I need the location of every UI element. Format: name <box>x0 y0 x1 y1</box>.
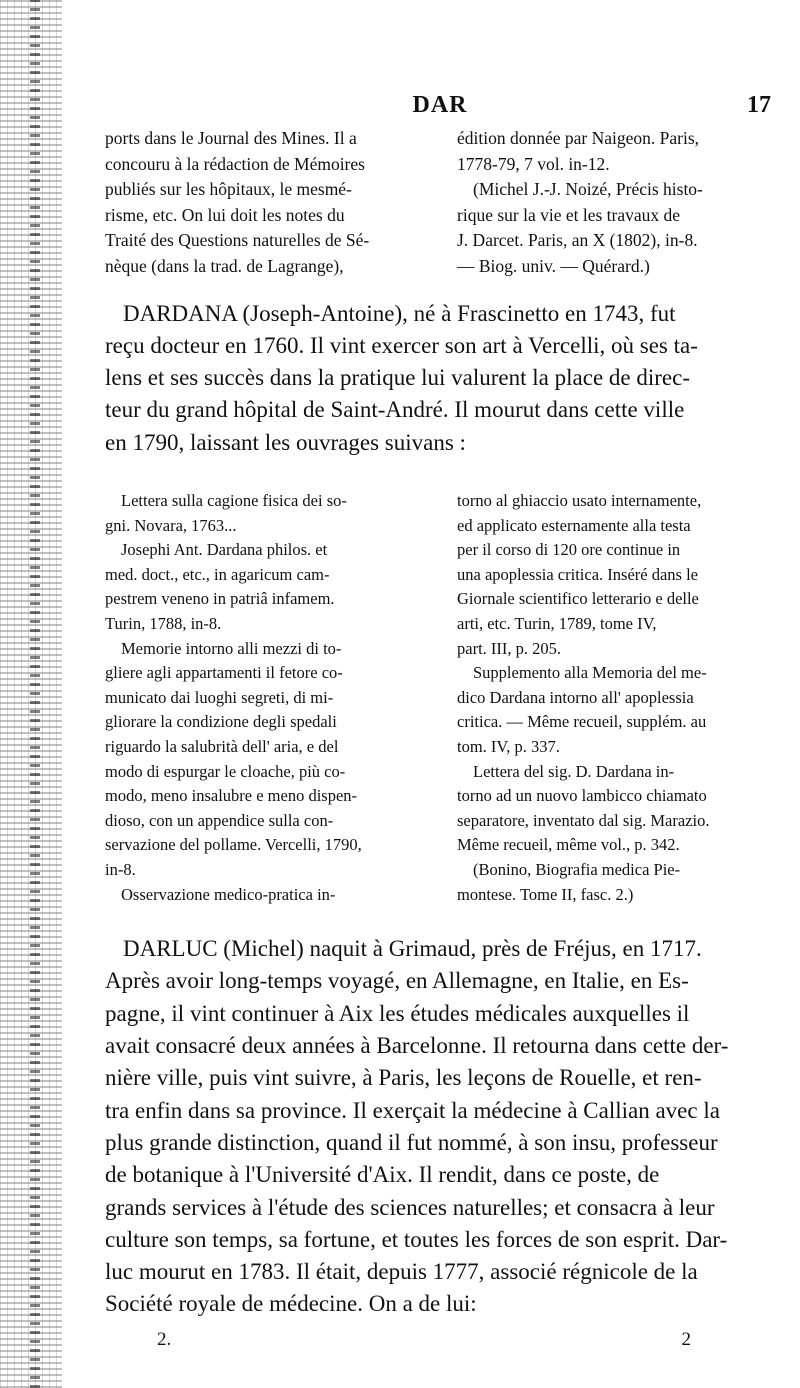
source-citation <box>457 858 775 907</box>
text-line: Josephi Ant. Dardana philos. et <box>121 540 328 560</box>
text-line: gliorare la condizione degli spedali <box>105 712 337 732</box>
text-line: riguardo la salubrità dell' aria, e del <box>105 736 339 756</box>
text-line: critica. — Même recueil, supplém. au <box>457 712 707 732</box>
text-line: tom. IV, p. 337. <box>457 736 560 756</box>
running-head <box>105 92 775 126</box>
entry-line: plus grande distinction, quand il fut nommé, à son insu, professeur <box>105 1129 718 1155</box>
works-right-column <box>457 489 775 907</box>
top-continuation <box>105 126 775 280</box>
text-line: — Biog. univ. — Quérard.) <box>457 255 650 276</box>
text-line: per il corso di 120 ore continue in <box>457 540 681 560</box>
text-line: Giornale scientifico letterario e delle <box>457 589 699 609</box>
text-line: Lettera del sig. D. Dardana in- <box>473 761 675 781</box>
text-line: Turin, 1788, in-8. <box>105 614 222 634</box>
text-line: modo, meno insalubre e meno dispen- <box>105 786 358 806</box>
text-line: torno ad un nuovo lambicco chiamato <box>457 786 707 806</box>
entry-line: avait consacré deux années à Barcelonne. Il retourna dans cette der- <box>105 1033 729 1059</box>
text-line: med. doct., etc., in agaricum cam- <box>105 564 330 584</box>
entry-line: tra enfin dans sa province. Il exerçait la médecine à Callian avec la <box>105 1097 720 1123</box>
text-line: ports dans le Journal des Mines. Il a <box>105 128 357 148</box>
text-line: municato dai luoghi segreti, di mi- <box>105 687 334 707</box>
text-line: servazione del pollame. Vercelli, 1790, <box>105 835 362 855</box>
works-list <box>105 489 775 907</box>
entry-dardana <box>105 298 775 459</box>
top-left-column <box>105 126 417 280</box>
entry-line: lens et ses succès dans la pratique lui valurent la place de direc- <box>105 365 690 391</box>
text-line: concouru à la rédaction de Mémoires <box>105 153 365 174</box>
text-line: montese. Tome II, fasc. 2.) <box>457 884 634 904</box>
text-line: separatore, inventato dal sig. Marazio. <box>457 810 710 830</box>
text-line: Même recueil, même vol., p. 342. <box>457 835 680 855</box>
entry-line: DARDANA (Joseph-Antoine), né à Frascinetto en 1743, fut <box>123 300 676 326</box>
text-line: (Michel J.-J. Noizé, Précis histo- <box>473 179 703 200</box>
entry-line: culture son temps, sa fortune, et toutes les forces de son esprit. Dar- <box>105 1226 728 1252</box>
text-line: Traité des Questions naturelles de Sé- <box>105 230 370 251</box>
entry-line: pagne, il vint continuer à Aix les études médicales auxquelles il <box>105 1000 690 1026</box>
text-line: publiés sur les hôpitaux, le mesmé- <box>105 179 352 200</box>
running-head-title: DAR <box>412 92 468 118</box>
works-left-column <box>105 489 417 907</box>
work-entry <box>457 661 775 759</box>
work-entry <box>105 637 417 883</box>
text-line: torno al ghiaccio usato internamente, <box>457 491 702 511</box>
entry-line: nière ville, puis vint suivre, à Paris, les leçons de Rouelle, et ren- <box>105 1065 702 1091</box>
entry-line: Après avoir long-temps voyagé, en Allemagne, en Italie, en Es- <box>105 968 689 994</box>
book-page <box>105 92 775 1359</box>
text-line: ed applicato esternamente alla testa <box>457 515 691 535</box>
work-entry <box>457 489 775 661</box>
text-line: dioso, con un appendice sulla con- <box>105 810 334 830</box>
work-entry <box>457 760 775 858</box>
entry-line: DARLUC (Michel) naquit à Grimaud, près de Fréjus, en 1717. <box>123 936 702 962</box>
text-line: nèque (dans la trad. de Lagrange), <box>105 255 344 276</box>
entry-line: luc mourut en 1783. Il était, depuis 1777, associé régnicole de la <box>105 1259 698 1285</box>
signature-mark-right: 2 <box>681 1328 691 1350</box>
entry-line: reçu docteur en 1760. Il vint exercer son art à Vercelli, où ses ta- <box>105 332 698 358</box>
text-line: édition donnée par Naigeon. Paris, <box>457 128 700 148</box>
work-entry <box>105 883 417 908</box>
top-right-column <box>457 126 775 280</box>
entry-line: en 1790, laissant les ouvrages suivans : <box>105 429 466 455</box>
text-line: Memorie intorno alli mezzi di to- <box>121 638 342 658</box>
text-line: in-8. <box>105 859 136 879</box>
signature-mark-left: 2. <box>157 1328 172 1350</box>
page-edge-scan-noise-dark <box>30 0 40 1388</box>
entry-line: de botanique à l'Université d'Aix. Il rendit, dans ce poste, de <box>105 1162 660 1188</box>
text-line: rique sur la vie et les travaux de <box>457 204 681 225</box>
text-line: pestrem veneno in patriâ infamem. <box>105 589 335 609</box>
entry-line: grands services à l'étude des sciences naturelles; et consacra à leur <box>105 1194 715 1220</box>
entry-darluc <box>105 933 775 1321</box>
entry-line: teur du grand hôpital de Saint-André. Il mourut dans cette ville <box>105 397 685 423</box>
work-entry <box>105 538 417 636</box>
text-line: dico Dardana intorno all' apoplessia <box>457 687 694 707</box>
text-line: gliere agli appartamenti il fetore co- <box>105 663 343 683</box>
text-line: risme, etc. On lui doit les notes du <box>105 204 345 225</box>
text-line: modo di espurgar le cloache, più co- <box>105 761 346 781</box>
text-line: J. Darcet. Paris, an X (1802), in-8. <box>457 230 698 251</box>
work-entry <box>105 489 417 538</box>
text-line: una apoplessia critica. Inséré dans le <box>457 564 698 584</box>
text-line: arti, etc. Turin, 1789, tome IV, <box>457 614 657 634</box>
text-line: Lettera sulla cagione fisica dei so- <box>121 491 347 511</box>
text-line: gni. Novara, 1763... <box>105 515 237 535</box>
text-line: Osservazione medico-pratica in- <box>121 884 336 904</box>
text-line: 1778-79, 7 vol. in-12. <box>457 153 610 174</box>
text-line: (Bonino, Biografia medica Pie- <box>473 859 681 879</box>
entry-line: Société royale de médecine. On a de lui: <box>105 1291 477 1317</box>
printer-signatures <box>105 1329 775 1359</box>
text-line: part. III, p. 205. <box>457 638 562 658</box>
page-number: 17 <box>747 92 771 118</box>
text-line: Supplemento alla Memoria del me- <box>473 663 707 683</box>
